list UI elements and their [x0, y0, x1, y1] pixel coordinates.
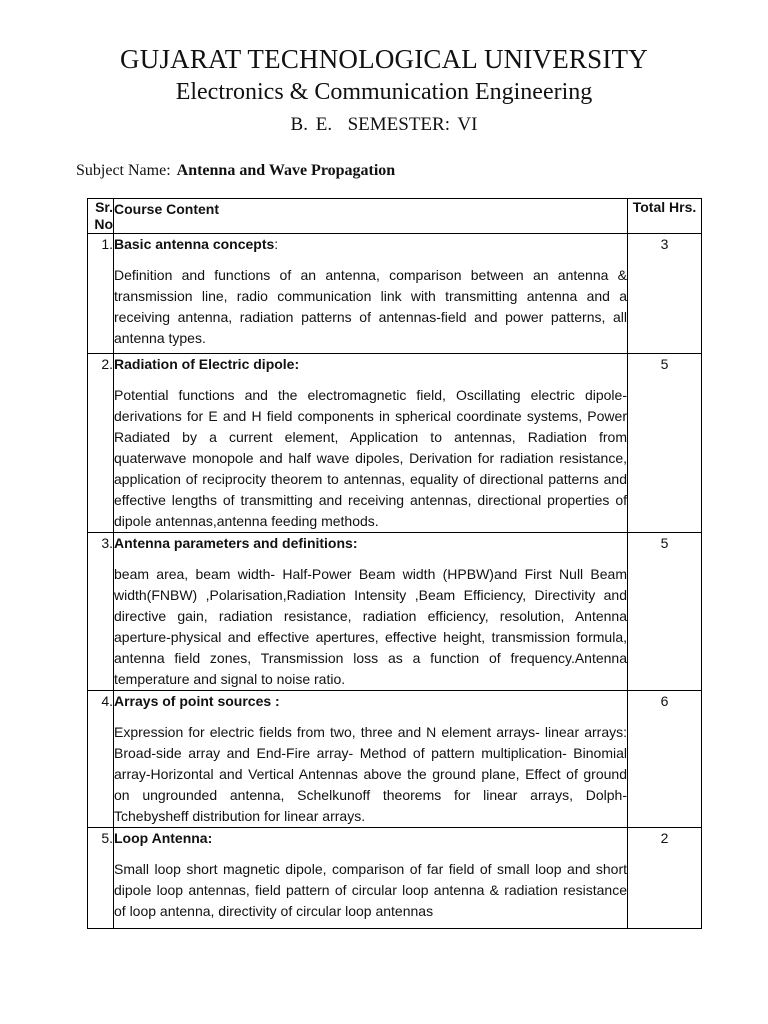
- row-topic: Loop Antenna:: [114, 830, 213, 846]
- header-course-content: Course Content: [114, 199, 628, 234]
- row-content: [114, 828, 628, 929]
- header-sr-no: Sr. No: [88, 199, 114, 234]
- semester-title: B. E. SEMESTER: VI: [290, 114, 478, 135]
- row-sr-no: 5.: [88, 828, 114, 929]
- table-header-row: [88, 199, 702, 234]
- row-hours: 5: [628, 533, 702, 691]
- row-topic-line: [114, 234, 627, 255]
- header-total-hrs: Total Hrs.: [628, 199, 702, 234]
- row-hours: 6: [628, 691, 702, 828]
- table-row: [88, 691, 702, 828]
- row-topic: Basic antenna concepts: [114, 236, 275, 252]
- row-content: [114, 354, 628, 533]
- row-topic: Antenna parameters and definitions:: [114, 535, 358, 551]
- row-sr-no: 2.: [88, 354, 114, 533]
- row-sr-no: 4.: [88, 691, 114, 828]
- row-description: Potential functions and the electromagnetic field, Oscillating electric dipole-derivations for E and H field components in spherical coordinate systems, Power Radiated by a current element, Application to antennas, Radiation from quaterwave monopole and half wave dipoles, Derivation for radiation resistance, application of reciprocity theorem to antennas, equality of directional patterns and effective lengths of transmitting and receiving antennas, directional properties of dipole antennas,antenna feeding methods.: [114, 387, 627, 529]
- row-description: Expression for electric fields from two, three and N element arrays- linear arrays: Broad-side array and End-Fire array- Method of pattern multiplication- Binomial array-Horizontal and Vertical Antennas above the ground plane, Effect of ground on ungrounded antenna, Schelkunoff theorems for linear arrays, Dolph-Tchebysheff distribution for linear arrays.: [114, 724, 627, 824]
- row-content: [114, 691, 628, 828]
- row-hours: 3: [628, 234, 702, 354]
- row-content: [114, 533, 628, 691]
- syllabus-table: [87, 198, 702, 929]
- subject-line: [76, 162, 395, 180]
- row-content: [114, 234, 628, 354]
- table-row: [88, 533, 702, 691]
- row-topic-suffix: :: [274, 236, 279, 252]
- table-row: [88, 354, 702, 533]
- table-row: [88, 234, 702, 354]
- subject-label: Subject Name:: [76, 162, 171, 179]
- department-title: Electronics & Communication Engineering: [175, 79, 593, 105]
- row-sr-no: 1.: [88, 234, 114, 354]
- row-description: beam area, beam width- Half-Power Beam width (HPBW)and First Null Beam width(FNBW) ,Polarisation,Radiation Intensity ,Beam Efficiency, Directivity and directive gain, radiation resistance, radiation efficiency, resolution, Antenna aperture-physical and effective apertures, effective height, transmission formula, antenna field zones, Transmission loss as a function of frequency.Antenna temperature and signal to noise ratio.: [114, 566, 627, 687]
- table-row: [88, 828, 702, 929]
- row-topic: Arrays of point sources :: [114, 693, 280, 709]
- row-description: Small loop short magnetic dipole, comparison of far field of small loop and short dipole loop antennas, field pattern of circular loop antenna & radiation resistance of loop antenna, directivity of circular loop antennas: [114, 861, 627, 919]
- row-hours: 5: [628, 354, 702, 533]
- row-hours: 2: [628, 828, 702, 929]
- row-description: Definition and functions of an antenna, comparison between an antenna & transmission line, radio communication link with transmitting antenna and a receiving antenna, radiation patterns of antennas-field and power patterns, all antenna types.: [114, 267, 627, 346]
- subject-name: Antenna and Wave Propagation: [176, 162, 396, 179]
- university-title: GUJARAT TECHNOLOGICAL UNIVERSITY: [120, 44, 648, 74]
- row-topic: Radiation of Electric dipole:: [114, 356, 300, 372]
- row-sr-no: 3.: [88, 533, 114, 691]
